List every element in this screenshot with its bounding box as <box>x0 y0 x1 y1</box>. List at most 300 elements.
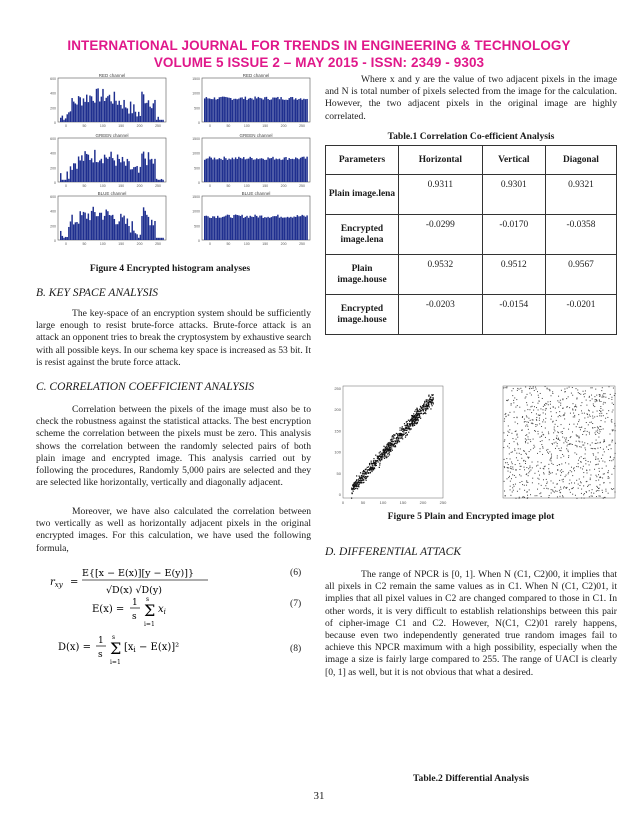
encrypted-point <box>580 394 581 395</box>
histogram-bar <box>154 221 155 240</box>
encrypted-point <box>543 419 544 420</box>
plain-point <box>423 410 424 411</box>
y-tick-label: 600 <box>50 137 56 141</box>
encrypted-point <box>599 394 600 395</box>
plain-point <box>363 470 364 471</box>
encrypted-point <box>512 474 513 475</box>
plain-point <box>360 481 361 482</box>
encrypted-point <box>576 454 577 455</box>
encrypted-point <box>556 484 557 485</box>
encrypted-point <box>587 472 588 473</box>
plain-point <box>379 460 380 461</box>
histogram-bar <box>254 215 255 240</box>
histogram-bar <box>89 220 90 240</box>
histogram-bar <box>60 118 61 122</box>
encrypted-point <box>602 455 603 456</box>
histogram-bar <box>259 98 260 122</box>
histogram-bar <box>162 180 163 182</box>
plain-point <box>371 471 372 472</box>
encrypted-point <box>542 454 543 455</box>
plain-point <box>398 438 399 439</box>
encrypted-point <box>599 461 600 462</box>
encrypted-point <box>614 395 615 396</box>
plain-point <box>359 478 360 479</box>
histogram-bar <box>71 215 72 240</box>
plain-point <box>389 450 390 451</box>
histogram-bar <box>106 210 107 240</box>
encrypted-point <box>585 449 586 450</box>
encrypted-point <box>551 458 552 459</box>
encrypted-point <box>581 489 582 490</box>
encrypted-point <box>507 431 508 432</box>
histogram-bar <box>114 160 115 182</box>
histogram-bar <box>123 216 124 240</box>
encrypted-point <box>514 417 515 418</box>
plain-point <box>415 418 416 419</box>
plain-point <box>387 456 388 457</box>
encrypted-point <box>579 393 580 394</box>
histogram-bar <box>114 219 115 240</box>
svg-text:rxy: $r_{xy}$ <box>50 577 63 589</box>
encrypted-point <box>594 427 595 428</box>
encrypted-point <box>530 470 531 471</box>
histogram-bar <box>292 159 293 182</box>
svg-text:E(x) =: E(x) = <box>92 604 125 615</box>
histogram-bar <box>65 180 66 182</box>
encrypted-point <box>612 430 613 431</box>
table-header-row <box>326 146 617 175</box>
histogram-bar <box>219 97 220 122</box>
x-tick-label: 0 <box>65 184 67 188</box>
histogram-bar <box>248 218 249 240</box>
histogram-bar <box>209 157 210 182</box>
equation-8 <box>56 630 226 670</box>
table-row <box>326 295 617 335</box>
histogram-bar <box>149 107 150 122</box>
encrypted-point <box>545 403 546 404</box>
histogram-bar <box>143 207 144 240</box>
y-tick-label: 200 <box>50 106 56 111</box>
encrypted-point <box>570 492 571 493</box>
encrypted-point <box>547 388 548 389</box>
encrypted-point <box>508 471 509 472</box>
encrypted-point <box>598 480 599 481</box>
encrypted-point <box>575 409 576 410</box>
plain-point <box>432 399 433 400</box>
histogram-bar <box>238 99 239 122</box>
encrypted-point <box>579 479 580 480</box>
encrypted-point <box>587 486 588 487</box>
encrypted-point <box>522 484 523 485</box>
histogram-bar <box>67 237 68 240</box>
encrypted-point <box>577 397 578 398</box>
encrypted-point <box>504 495 505 496</box>
encrypted-point <box>573 468 574 469</box>
histogram-bar <box>96 162 97 182</box>
encrypted-point <box>527 409 528 410</box>
encrypted-point <box>593 405 594 406</box>
encrypted-point <box>504 441 505 442</box>
encrypted-point <box>542 440 543 441</box>
encrypted-point <box>600 431 601 432</box>
encrypted-point <box>590 474 591 475</box>
y-tick-label: 500 <box>194 166 200 171</box>
encrypted-point <box>598 459 599 460</box>
encrypted-point <box>548 432 549 433</box>
encrypted-point <box>562 433 563 434</box>
histogram-bar <box>73 224 74 240</box>
plain-point <box>396 439 397 440</box>
encrypted-point <box>558 438 559 439</box>
encrypted-point <box>582 445 583 446</box>
encrypted-point <box>504 459 505 460</box>
plain-point <box>410 425 411 426</box>
encrypted-point <box>532 478 533 479</box>
encrypted-point <box>565 462 566 463</box>
histogram-bar <box>119 101 120 122</box>
encrypted-point <box>591 495 592 496</box>
encrypted-point <box>536 465 537 466</box>
histogram-bar <box>130 102 131 122</box>
encrypted-point <box>519 498 520 499</box>
plain-point <box>401 435 402 436</box>
encrypted-point <box>539 451 540 452</box>
plain-point <box>371 470 372 471</box>
encrypted-point <box>594 448 595 449</box>
histogram-bar <box>293 217 294 240</box>
encrypted-point <box>561 390 562 391</box>
encrypted-point <box>542 432 543 433</box>
histogram-bar <box>94 150 95 182</box>
plain-point <box>351 498 352 499</box>
plain-point <box>354 482 355 483</box>
plain-point <box>367 471 368 472</box>
encrypted-point <box>525 461 526 462</box>
histogram-bar <box>73 163 74 182</box>
encrypted-point <box>517 443 518 444</box>
encrypted-point <box>572 403 573 404</box>
encrypted-point <box>585 453 586 454</box>
encrypted-point <box>507 435 508 436</box>
encrypted-point <box>538 483 539 484</box>
plain-point <box>413 413 414 414</box>
histogram-bar <box>68 227 69 240</box>
histogram-bar <box>86 95 87 122</box>
plain-point <box>386 456 387 457</box>
plain-point <box>367 469 368 470</box>
histogram-bar <box>266 218 267 240</box>
encrypted-point <box>592 387 593 388</box>
encrypted-point <box>529 467 530 468</box>
plain-point <box>432 395 433 396</box>
scatter-x-tick: 150 <box>399 500 407 505</box>
encrypted-point <box>525 435 526 436</box>
plain-point <box>358 475 359 476</box>
encrypted-point <box>508 425 509 426</box>
encrypted-point <box>524 469 525 470</box>
encrypted-point <box>574 483 575 484</box>
encrypted-point <box>580 429 581 430</box>
histogram-bar <box>83 161 84 182</box>
plain-point <box>401 437 402 438</box>
histogram-bar <box>214 158 215 182</box>
scatter-x-tick: 50 <box>360 500 366 505</box>
encrypted-point <box>508 464 509 465</box>
encrypted-point <box>602 387 603 388</box>
scatter-y-tick: 50 <box>336 470 341 476</box>
plain-point <box>392 435 393 436</box>
encrypted-point <box>572 444 573 445</box>
plain-point <box>366 468 367 469</box>
plain-point <box>358 480 359 481</box>
encrypted-point <box>603 474 604 475</box>
x-tick-label: 150 <box>262 242 269 246</box>
encrypted-point <box>603 393 604 394</box>
encrypted-point <box>587 414 588 415</box>
encrypted-point <box>545 437 546 438</box>
histogram-bar <box>248 159 249 182</box>
encrypted-point <box>576 480 577 481</box>
encrypted-point <box>571 488 572 489</box>
histogram-bar <box>88 155 89 182</box>
encrypted-point <box>536 413 537 414</box>
y-tick-label: 200 <box>50 166 56 171</box>
cell-horizontal: 0.9311 <box>399 175 483 215</box>
encrypted-point <box>599 415 600 416</box>
plain-point <box>392 438 393 439</box>
histogram-bar <box>130 169 131 182</box>
histogram-bar <box>220 159 221 182</box>
encrypted-point <box>576 388 577 389</box>
histogram-bar <box>274 98 275 122</box>
plain-point <box>382 453 383 454</box>
plain-point <box>432 397 433 398</box>
histogram-bar <box>306 215 307 240</box>
histogram-bar <box>297 100 298 122</box>
histogram-bar <box>238 157 239 182</box>
plain-point <box>389 447 390 448</box>
histogram-bar <box>282 218 283 240</box>
encrypted-point <box>578 437 579 438</box>
encrypted-point <box>526 473 527 474</box>
encrypted-point <box>609 460 610 461</box>
histogram-bar <box>243 218 244 240</box>
plain-point <box>375 455 376 456</box>
encrypted-point <box>559 402 560 403</box>
encrypted-point <box>582 468 583 469</box>
histogram-bar <box>259 159 260 182</box>
encrypted-point <box>601 397 602 398</box>
histogram-bar <box>83 212 84 240</box>
encrypted-point <box>580 481 581 482</box>
histogram-bar <box>151 108 152 122</box>
histogram-bar <box>241 215 242 240</box>
histogram-bar <box>140 235 141 240</box>
plain-point <box>428 395 429 396</box>
encrypted-point <box>556 474 557 475</box>
y-tick-label: 1500 <box>192 137 200 141</box>
plain-point <box>388 448 389 449</box>
scatter-x-tick: 200 <box>419 500 427 505</box>
encrypted-point <box>561 472 562 473</box>
encrypted-point <box>586 422 587 423</box>
plain-point <box>403 433 404 434</box>
encrypted-point <box>525 398 526 399</box>
encrypted-point <box>603 428 604 429</box>
encrypted-point <box>535 431 536 432</box>
plain-point <box>415 409 416 410</box>
plain-point <box>431 404 432 405</box>
encrypted-point <box>573 413 574 414</box>
encrypted-point <box>567 388 568 389</box>
plain-point <box>399 427 400 428</box>
encrypted-point <box>507 478 508 479</box>
encrypted-point <box>507 467 508 468</box>
encrypted-point <box>530 406 531 407</box>
histogram-bar <box>154 159 155 182</box>
histogram-figure <box>20 72 320 252</box>
encrypted-point <box>601 458 602 459</box>
plain-point <box>423 409 424 410</box>
encrypted-point <box>611 399 612 400</box>
histogram-bar <box>109 95 110 122</box>
plain-point <box>370 469 371 470</box>
encrypted-point <box>599 433 600 434</box>
plain-point <box>368 466 369 467</box>
encrypted-point <box>547 482 548 483</box>
histogram-bar <box>243 157 244 182</box>
encrypted-point <box>539 437 540 438</box>
plain-point <box>408 427 409 428</box>
plain-point <box>387 447 388 448</box>
y-tick-label: 400 <box>50 91 56 96</box>
encrypted-point <box>575 405 576 406</box>
encrypted-point <box>604 473 605 474</box>
encrypted-point <box>515 484 516 485</box>
encrypted-point <box>536 420 537 421</box>
encrypted-point <box>612 403 613 404</box>
encrypted-point <box>563 487 564 488</box>
histogram-bar <box>76 169 77 182</box>
x-tick-label: 0 <box>65 242 67 246</box>
encrypted-point <box>570 470 571 471</box>
histogram-bar <box>122 157 123 182</box>
encrypted-point <box>526 492 527 493</box>
x-tick-label: 250 <box>299 124 305 128</box>
plain-point <box>365 473 366 474</box>
row-parameter: Plain image.lena <box>326 175 399 215</box>
encrypted-point <box>546 450 547 451</box>
encrypted-point <box>511 433 512 434</box>
encrypted-point <box>559 450 560 451</box>
histogram-bar <box>78 96 79 122</box>
encrypted-point <box>576 398 577 399</box>
plain-point <box>379 455 380 456</box>
encrypted-point <box>535 387 536 388</box>
plain-point <box>358 484 359 485</box>
plain-point <box>412 417 413 418</box>
encrypted-point <box>589 464 590 465</box>
plain-point <box>393 445 394 446</box>
plain-point <box>426 409 427 410</box>
histogram-bar <box>99 101 100 122</box>
plain-point <box>388 442 389 443</box>
histogram-bar <box>94 103 95 122</box>
histogram-bar <box>228 98 229 122</box>
encrypted-point <box>597 416 598 417</box>
histogram-bar <box>207 158 208 182</box>
histogram-bar <box>211 218 212 240</box>
histogram-bar <box>302 215 303 240</box>
plain-point <box>415 423 416 424</box>
encrypted-point <box>598 464 599 465</box>
histogram-bar <box>91 211 92 240</box>
plain-point <box>357 488 358 489</box>
histogram-bar <box>209 98 210 122</box>
encrypted-point <box>519 453 520 454</box>
plain-point <box>433 403 434 404</box>
encrypted-point <box>572 431 573 432</box>
plain-point <box>363 482 364 483</box>
plain-point <box>411 421 412 422</box>
encrypted-point <box>519 489 520 490</box>
histogram-bar <box>300 216 301 240</box>
encrypted-point <box>512 438 513 439</box>
encrypted-point <box>551 489 552 490</box>
encrypted-point <box>596 486 597 487</box>
histogram-bar <box>295 217 296 240</box>
plain-point <box>426 401 427 402</box>
histogram-bar <box>114 92 115 122</box>
encrypted-point <box>589 432 590 433</box>
correlation-table <box>325 145 617 335</box>
encrypted-point <box>517 444 518 445</box>
plain-point <box>409 420 410 421</box>
encrypted-point <box>534 473 535 474</box>
encrypted-point <box>525 463 526 464</box>
encrypted-point <box>551 456 552 457</box>
x-tick-label: 200 <box>136 184 143 188</box>
histogram-bar <box>117 105 118 122</box>
encrypted-point <box>555 442 556 443</box>
histogram-bar <box>141 92 142 122</box>
encrypted-point <box>608 410 609 411</box>
histogram-bar <box>133 104 134 122</box>
encrypted-point <box>547 449 548 450</box>
histogram-bar <box>289 158 290 182</box>
histogram-bar <box>212 216 213 240</box>
encrypted-point <box>572 395 573 396</box>
histogram-bar <box>99 160 100 182</box>
encrypted-point <box>532 402 533 403</box>
encrypted-point <box>578 466 579 467</box>
encrypted-point <box>529 451 530 452</box>
encrypted-point <box>555 490 556 491</box>
encrypted-point <box>535 495 536 496</box>
histogram-bar <box>285 217 286 240</box>
histogram-bar <box>204 160 205 182</box>
histogram-bar <box>148 217 149 240</box>
encrypted-point <box>562 399 563 400</box>
y-tick-label: 1000 <box>192 209 200 214</box>
plain-point <box>417 419 418 420</box>
encrypted-point <box>552 393 553 394</box>
encrypted-point <box>543 434 544 435</box>
encrypted-point <box>525 386 526 387</box>
plain-point <box>429 398 430 399</box>
encrypted-point <box>598 452 599 453</box>
encrypted-point <box>517 390 518 391</box>
